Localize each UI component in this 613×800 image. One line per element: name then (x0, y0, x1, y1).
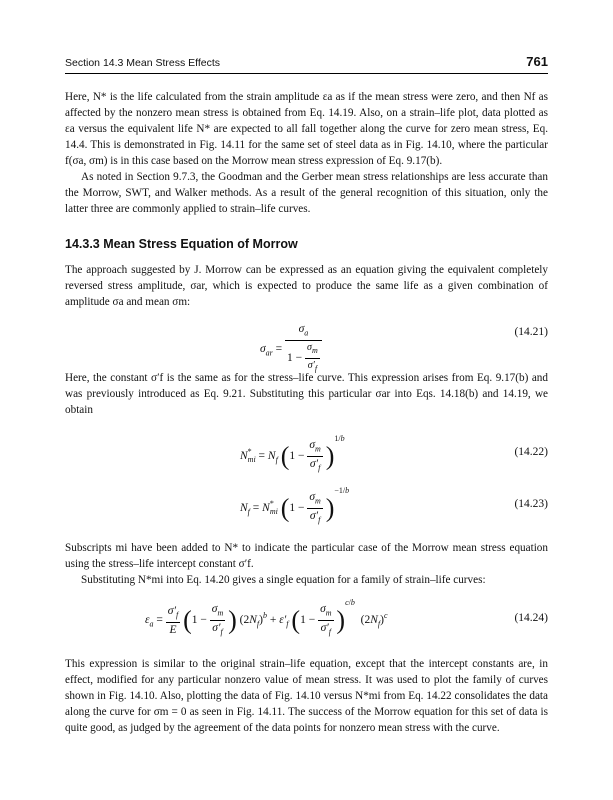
equation-14-24 (65, 592, 548, 642)
paragraph-2: As noted in Section 9.7.3, the Goodman and the Gerber mean stress relationships are less accurate than the Morrow, SWT, and Walker methods. As a result of the general recognition of this situation, only the latter three are commonly applied to strain–life curves. (65, 171, 548, 215)
eq-number-14-22: (14.22) (514, 446, 548, 458)
header-section: Section 14.3 Mean Stress Effects (65, 57, 221, 69)
page-number: 761 (526, 54, 548, 69)
paragraph-3-block (65, 262, 548, 310)
eq-number-14-24: (14.24) (514, 612, 548, 624)
paragraph-5-6-block (65, 540, 548, 588)
eq-14-24-body: $\varepsilon_a$ = $\frac{\sigma'_f}{E}$ (1 − $\frac{\sigma_m}{\sigma'_f}$ ) $(2N_f)^b + \varepsilon'_f$ (1 − $\frac{\sigma_m}{\sigma'_f}$ )$^{c/b}$ $(2N_f)^c$ (145, 598, 388, 637)
paragraph-4: Here, the constant σ′f is the same as for the stress–life curve. This expression arises from Eq. 9.17(b) and was previously introduced as Eq. 9.21. Substituting this particular σar into Eqs. 14.18(b) and 14.19, we obtain (65, 372, 548, 416)
eq-number-14-21: (14.21) (514, 326, 548, 338)
paragraph-4-block (65, 370, 548, 418)
paragraph-7-block (65, 656, 548, 736)
eq-14-23-body: $N_f = N^*_{mi}$ (1 − $\frac{\sigma_m}{\sigma'_f}$ )$^{-1/b}$ (240, 486, 350, 525)
equation-14-22 (65, 430, 548, 475)
intro-text (65, 89, 548, 217)
eq-14-22-body: $N^*_{mi} = N_f$ (1 − $\frac{\sigma_m}{\sigma'_f}$ )$^{1/b}$ (240, 434, 345, 473)
paragraph-1: Here, N* is the life calculated from the strain amplitude εa as if the mean stress were zero, and then Nf as affected by the nonzero mean stress is obtained from Eq. 14.19. Also, on a strain–life plot, data plotted as εa versus the equivalent life N* are expected to all fall together along the curve for zero mean stress, Eq. 14.4. This is demonstrated in Fig. 14.11 for the same set of steel data as in Fig. 14.10, where the particular f(σa, σm) is in this case based on the Morrow mean stress expression of Eq. 9.17(b). (65, 91, 548, 167)
eq-number-14-23: (14.23) (514, 498, 548, 510)
eq-14-21-body: $\sigma_{ar}$ = $\sigma_a$ 1 − $\frac{\sigma_m}{\sigma'_f}$ (260, 322, 322, 376)
equation-14-21 (65, 312, 548, 374)
equation-14-23 (65, 482, 548, 527)
paragraph-5: Subscripts mi have been added to N* to indicate the particular case of the Morrow mean stress equation using the stress–life intercept constant σ′f. (65, 542, 548, 570)
paragraph-7: This expression is similar to the original strain–life equation, except that the intercept constants are, in effect, modified for any particular nonzero value of mean stress. It was used to plot the family of curves shown in Fig. 14.10. Also, plotting the data of Fig. 14.10 versus N*mi from Eq. 14.22 consolidates the data along the curve for σm = 0 as seen in Fig. 14.11. The success of the Morrow equation for this set of data is quite good, as judged by the agreement of the data points for nonzero mean stress with the curve. (65, 658, 548, 734)
paragraph-6: Substituting N*mi into Eq. 14.20 gives a single equation for a family of strain–life curves: (81, 574, 486, 586)
paragraph-3: The approach suggested by J. Morrow can be expressed as an equation giving the equivalent completely reversed stress amplitude, σar, which is expected to produce the same life as a given combination of amplitude σa and mean σm: (65, 264, 548, 308)
running-header (65, 55, 548, 74)
section-heading: 14.3.3 Mean Stress Equation of Morrow (65, 237, 298, 251)
